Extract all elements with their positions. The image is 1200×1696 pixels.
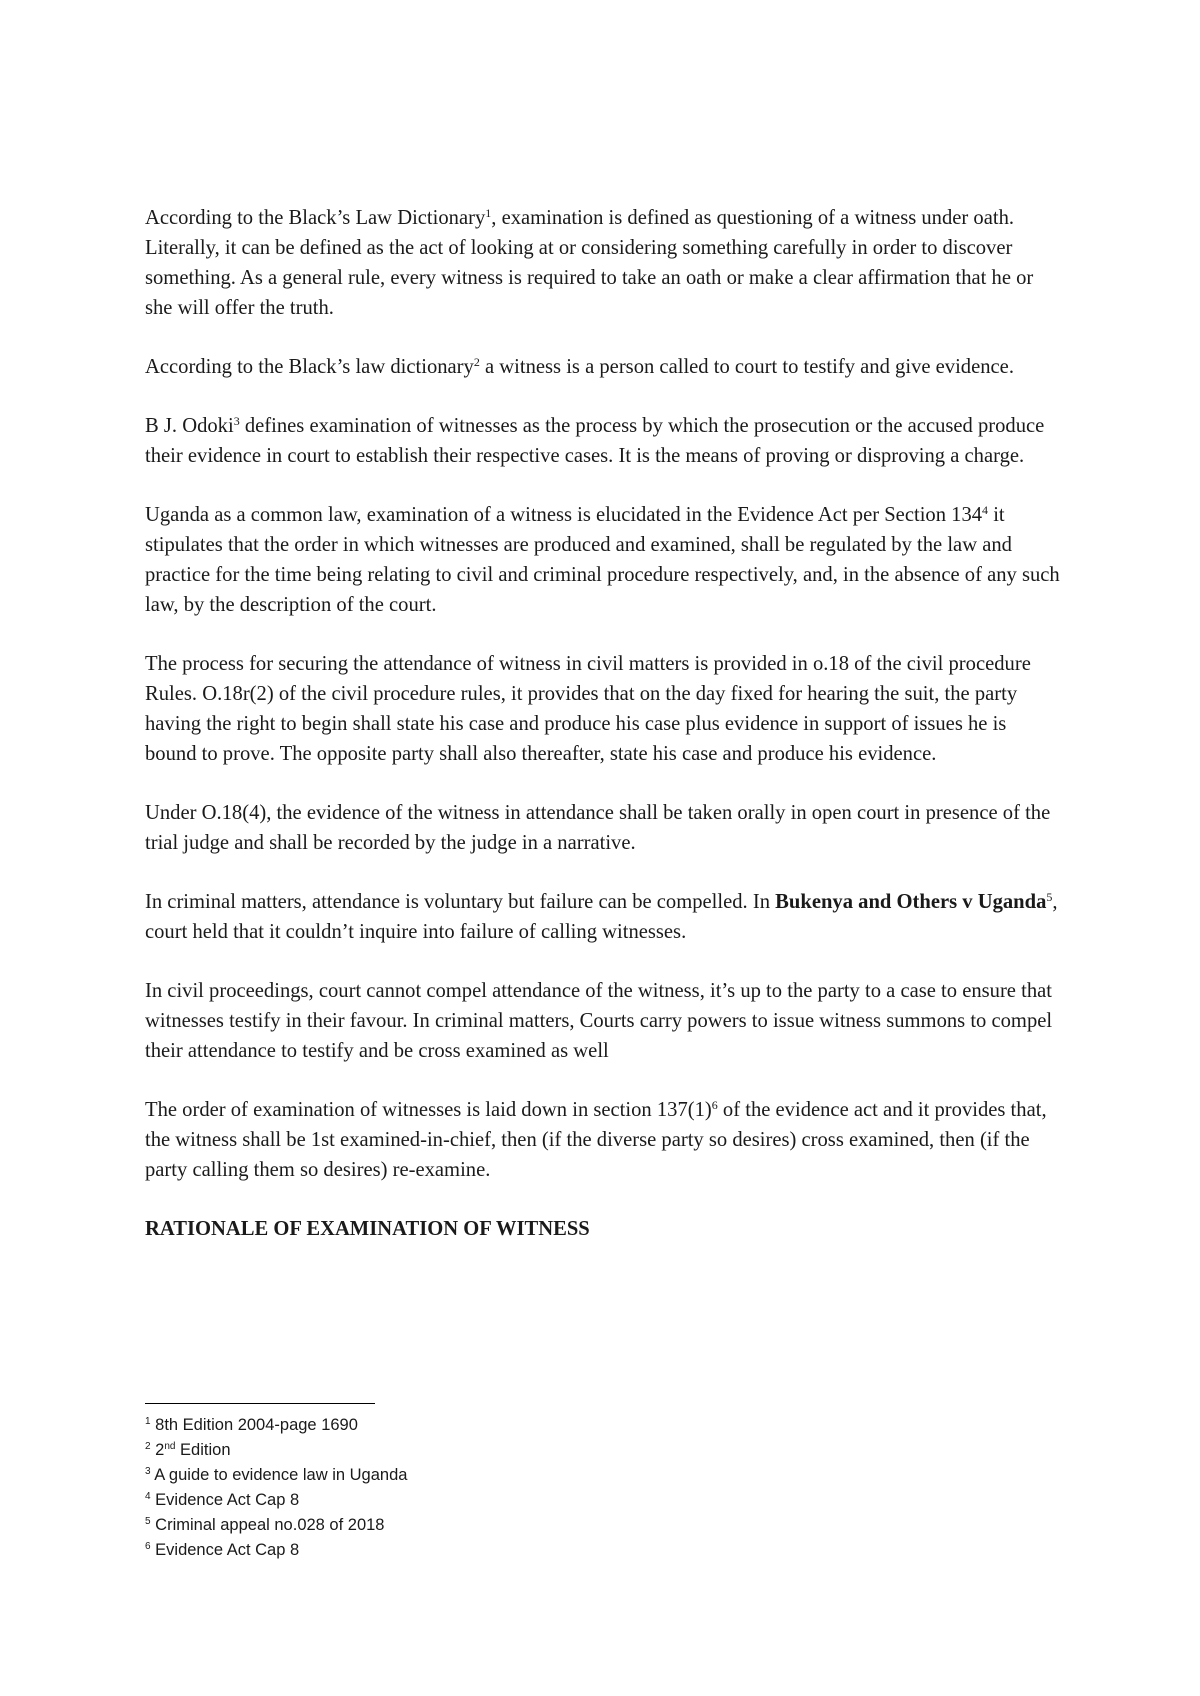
- footnote-4: $^4$ Evidence Act Cap 8: [145, 1491, 300, 1509]
- footnote-5: $^5$ Criminal appeal no.028 of 2018: [145, 1516, 385, 1534]
- footnote-ref-6[interactable]: 6: [711, 1098, 718, 1112]
- case-citation: Bukenya and Others v Uganda: [775, 891, 1047, 913]
- paragraph-3: B J. Odoki$^3$ defines examination of witnesses as the process by which the prosecution or the accused produce their evidence in court to establish their respective cases. It is the means of proving or disproving a charge.: [145, 414, 1045, 467]
- footnote-ref-2[interactable]: 2: [473, 355, 480, 369]
- paragraph-7: In criminal matters, attendance is voluntary but failure can be compelled. In Bukenya and Others v Uganda$^5$, court held that it couldn’t inquire into failure of calling witnesses.: [145, 890, 1058, 943]
- paragraph-2: According to the Black’s law dictionary$^2$ a witness is a person called to court to testify and give evidence.: [145, 355, 1014, 378]
- footnote-ref-1[interactable]: 1: [485, 206, 492, 220]
- footnotes: [145, 1413, 407, 1563]
- paragraph-9: The order of examination of witnesses is laid down in section $137(1)^6$ of the evidence act and it provides that, the witness shall be 1st examined-in-chief, then (if the diverse party so desires) cross examined, then (if the party calling them so desires) re-examine.: [145, 1098, 1047, 1181]
- footnote-ref-3[interactable]: 3: [233, 414, 240, 428]
- paragraph-8: In civil proceedings, court cannot compel attendance of the witness, it’s up to the party to a case to ensure that witnesses testify in their favour. In criminal matters, Courts carry powers to issue witness summons to compel their attendance to testify and be cross examined as well: [145, 980, 1053, 1062]
- section-heading: RATIONALE OF EXAMINATION OF WITNESS: [145, 1218, 590, 1240]
- paragraph-4: Uganda as a common law, examination of a witness is elucidated in the Evidence Act per Section $134^4$ it stipulates that the order in which witnesses are produced and examined, shall be regulated by the law and practice for the time being relating to civil and criminal procedure respectively, and, in the absence of any such law, by the description of the court.: [145, 503, 1060, 616]
- footnote-1: $^1$ 8th Edition 2004-page 1690: [145, 1416, 358, 1434]
- paragraph-5: The process for securing the attendance of witness in civil matters is provided in o.18 of the civil procedure Rules. O.18r(2) of the civil procedure rules, it provides that on the day fixed for hearing the suit, the party having the right to begin shall state his case and produce his case plus evidence in support of issues he is bound to prove. The opposite party shall also thereafter, state his case and produce his evidence.: [145, 653, 1031, 765]
- footnote-2: $^2$ 2nd Edition: [145, 1441, 231, 1459]
- paragraph-1: According to the Black’s Law Dictionary$^1$, examination is defined as questioning of a witness under oath. Literally, it can be defined as the act of looking at or considering something carefully in order to discover something. As a general rule, every witness is required to take an oath or make a clear affirmation that he or she will offer the truth.: [145, 206, 1034, 319]
- document-body: [145, 203, 1060, 1244]
- footnote-ref-5[interactable]: 5: [1046, 890, 1053, 904]
- footnote-separator: [145, 1403, 375, 1404]
- footnote-ref-4[interactable]: 4: [982, 503, 989, 517]
- footnote-3: $^3$ A guide to evidence law in Uganda: [145, 1466, 408, 1484]
- footnote-6: $^6$ Evidence Act Cap 8: [145, 1541, 300, 1559]
- paragraph-6: Under O.18(4), the evidence of the witness in attendance shall be taken orally in open court in presence of the trial judge and shall be recorded by the judge in a narrative.: [145, 802, 1051, 854]
